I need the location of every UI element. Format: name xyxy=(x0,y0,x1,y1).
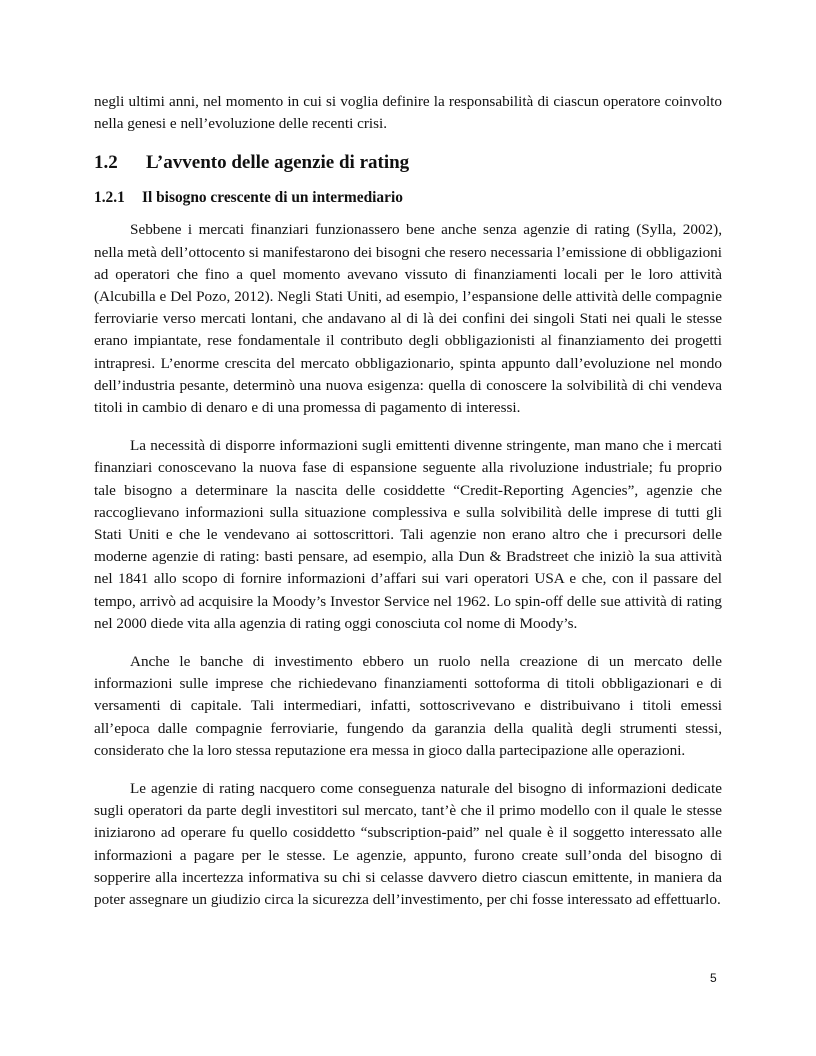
subsection-title: Il bisogno crescente di un intermediario xyxy=(142,189,403,207)
section-title: L’avvento delle agenzie di rating xyxy=(146,152,410,174)
subsection-number: 1.2.1 xyxy=(94,189,125,207)
section-heading xyxy=(94,151,722,175)
document-page xyxy=(94,91,722,927)
section-number: 1.2 xyxy=(94,152,118,174)
paragraph: Le agenzie di rating nacquero come conseguenza naturale del bisogno di informazioni dedicate sugli operatori da parte degli investitori sul mercato, tant’è che il primo modello con il quale le stesse iniziarono ad operare fu quello cosiddetto “subscription-paid” nel quale è il soggetto interessato alle informazioni a pagare per le stesse. Le agenzie, appunto, furono create sull’onda del bisogno di sopperire alla incertezza informativa su chi si celasse davvero dietro ciascun emittente, in maniera da poter assegnare un giudizio circa la sicurezza dell’investimento, per chi fosse interessato ad effettuarlo. xyxy=(94,780,722,909)
paragraph: Anche le banche di investimento ebbero un ruolo nella creazione di un mercato delle informazioni sulle imprese che richiedevano finanziamenti sottoforma di titoli obbligazionari e di versamenti di capitale. Tali intermediari, infatti, sottoscrivevano e distribuivano i titoli emessi all’epoca dalle compagnie ferroviarie, fungendo da garanzia della qualità degli strumenti stessi, considerato che la loro stessa reputazione era messa in gioco dalla partecipazione alle operazioni. xyxy=(94,653,722,759)
paragraph: Sebbene i mercati finanziari funzionassero bene anche senza agenzie di rating (Sylla, 2002), nella metà dell’ottocento si manifestarono dei bisogni che resero necessaria l’emissione di obbligazioni ad operatori che fino a quel momento avevano vissuto di finanziamenti locali per le loro attività (Alcubilla e Del Pozo, 2012). Negli Stati Uniti, ad esempio, l’espansione delle attività delle compagnie ferroviarie verso mercati lontani, che andavano al di là dei confini dei singoli Stati nei quali le stesse erano impiantate, rese fondamentale il contributo degli obbligazionisti al finanziamento dei progetti intrapresi. L’enorme crescita del mercato obbligazionario, spinta appunto dall’evoluzione nel mondo dell’industria pesante, determinò una nuova esigenza: quella di conoscere la solvibilità di chi vendeva titoli in cambio di denaro e di una promessa di pagamento di interessi. xyxy=(94,221,722,417)
page-number: 5 xyxy=(710,971,717,985)
subsection-heading xyxy=(94,187,722,209)
paragraph: La necessità di disporre informazioni sugli emittenti divenne stringente, man mano che i mercati finanziari conoscevano la nuova fase di espansione seguente alla rivoluzione industriale; fu proprio tale bisogno a determinare la nascita delle cosiddette “Credit-Reporting Agencies”, agenzie che raccoglievano informazioni sulla situazione complessiva e sulla solvibilità delle imprese di tutti gli Stati Uniti e che le vendevano ai sottoscrittori. Tali agenzie non erano altro che i precursori delle moderne agenzie di rating: basti pensare, ad esempio, alla Dun & Bradstreet che iniziò la sua attività nel 1841 allo scopo di fornire informazioni d’affari sui vari operatori USA e che, con il passare del tempo, arrivò ad acquisire la Moody’s Investor Service nel 1962. Lo spin-off delle sue attività di rating nel 2000 diede vita alla agenzia di rating oggi conosciuta col nome di Moody’s. xyxy=(94,437,722,632)
intro-paragraph: negli ultimi anni, nel momento in cui si voglia definire la responsabilità di ciascun operatore coinvolto nella genesi e nell’evoluzione delle recenti crisi. xyxy=(94,93,722,133)
